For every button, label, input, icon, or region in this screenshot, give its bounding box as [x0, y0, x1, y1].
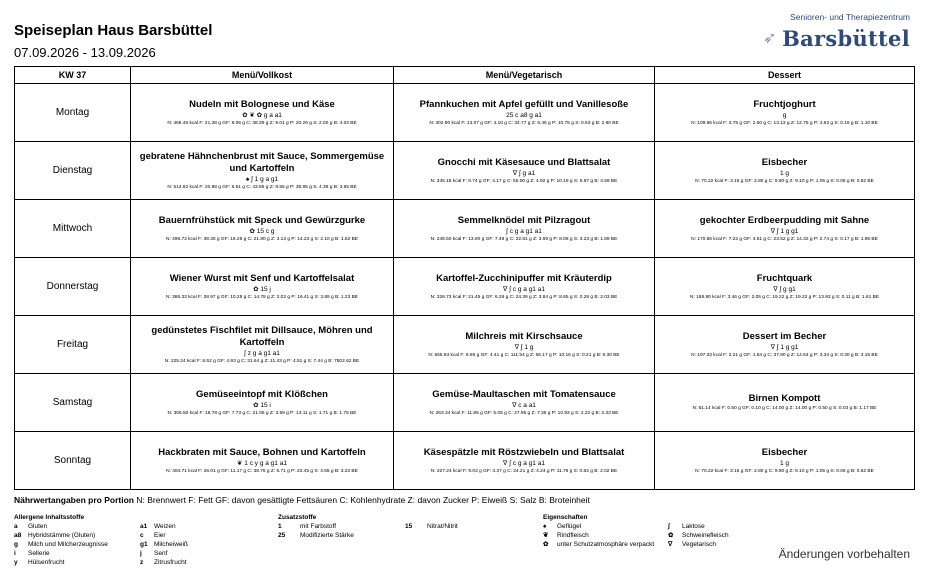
menu-cell-dessert [655, 374, 915, 432]
dish-codes: 25 c a8 g a1 [506, 111, 542, 119]
legend-label: Modifizierte Stärke [300, 532, 354, 539]
column-header-vollkost: Menü/Vollkost [131, 67, 394, 84]
legend-code: g1 [140, 541, 148, 548]
dish-codes: ∇ ∫ g a1 [512, 169, 536, 177]
dish-name: Nudeln mit Bolognese und Käse [189, 98, 335, 110]
additives-title: Zusatzstoffe [278, 514, 317, 521]
menu-cell-vollkost [131, 316, 394, 374]
legend-code: i [14, 550, 16, 557]
nutrition-values: N: 197.33 kcal F: 3.21 g GF: 1.84 g C: 37.80 g Z: 14.64 g P: 3.34 g S: 0.30 g B: 3.15 BE [691, 352, 878, 358]
legend-code: c [140, 532, 144, 539]
day-cell: Mittwoch [15, 200, 131, 258]
nutrition-values: N: 496.73 kcal F: 39.30 g GF: 16.25 g C: 21.80 g Z: 3.13 g P: 14.23 g S: 2.10 g B: 1.82 BE [166, 236, 358, 242]
dish-codes: ❦ 1 c y g a g1 a1 [237, 459, 287, 467]
dish-name: gedünstetes Fischfilet mit Dillsauce, Möhren und Kartoffeln [151, 324, 373, 348]
dish-codes: ✿ 15 j [253, 285, 271, 293]
nutrition-text: N: Brennwert F: Fett GF: davon gesättigte Fettsäuren C: Kohlenhydrate Z: davon Zucker P: Eiweiß S: Salz B: Broteinheit [136, 495, 590, 505]
menu-cell-vegetarisch [394, 84, 655, 142]
dish-codes: g [782, 111, 787, 119]
nutrition-values: N: 61.14 kcal F: 0.50 g GF: 0.10 g C: 14.00 g Z: 14.00 g P: 0.50 g S: 0.03 g B: 1.17 BE [692, 406, 877, 411]
nutrition-values: N: 168.80 kcal F: 3.46 g GF: 2.05 g C: 19.22 g Z: 19.22 g P: 13.93 g S: 0.11 g B: 1.61 BE [690, 294, 879, 300]
legend-label: unter Schutzatmosphäre verpackt [557, 541, 655, 548]
properties-legend [543, 513, 654, 549]
legend-item [543, 531, 654, 540]
allergens-title: Allergene Inhaltsstoffe [14, 514, 85, 521]
logo [765, 12, 910, 56]
dish-codes: ✿ 15 c g [249, 227, 275, 235]
properties-legend-col2 [668, 522, 729, 549]
legend-item [14, 549, 108, 558]
bird-icon: ➶ [763, 30, 777, 47]
menu-cell-vegetarisch [394, 200, 655, 258]
legend-label: Gluten [28, 523, 48, 530]
table-row [15, 200, 915, 258]
nutrition-legend [14, 495, 590, 505]
dish-codes: ∫ c g a g1 a1 [506, 227, 542, 235]
legend-item [405, 522, 458, 531]
legend-item [140, 540, 188, 549]
legend-item [278, 522, 354, 531]
nutrition-label: Nährwertangaben pro Portion [14, 495, 134, 505]
column-header-dessert: Dessert [655, 67, 915, 84]
menu-cell-vegetarisch [394, 374, 655, 432]
table-row [15, 84, 915, 142]
legend-label: Schweinefleisch [682, 532, 729, 539]
nutrition-values: N: 386.33 kcal F: 28.97 g GF: 10.28 g C: 14.78 g Z: 2.02 g P: 16.41 g S: 3.89 g B: 1.23 BE [166, 294, 358, 300]
legend-item [668, 531, 729, 540]
menu-cell-vegetarisch [394, 258, 655, 316]
menu-cell-dessert [655, 142, 915, 200]
dish-name: Kartoffel-Zucchinipuffer mit Kräuterdip [436, 272, 612, 284]
changes-note: Änderungen vorbehalten [778, 547, 910, 561]
nutrition-values: N: 225.24 kcal F: 8.52 g GF: 4.93 g C: 31.64 g Z: 11.43 g P: 4.51 g S: 7.44 g B: 7502.62 BE [164, 358, 360, 364]
dish-codes: ∇ ∫ g g1 [773, 285, 796, 293]
column-header-week: KW 37 [15, 67, 131, 84]
legend-code: y [14, 559, 18, 566]
dish-codes: ∇ c a a1 [512, 401, 536, 409]
logo-name: Barsbüttel [782, 26, 910, 51]
legend-code: ∫ [668, 523, 670, 530]
legend-item [14, 531, 108, 540]
menu-cell-vollkost [131, 374, 394, 432]
legend-label: Weizen [154, 523, 176, 530]
legend-label: Geflügel [557, 523, 582, 530]
menu-cell-dessert [655, 258, 915, 316]
allergens-legend-col2 [140, 522, 188, 567]
dish-name: Eisbecher [761, 446, 808, 458]
dish-codes: ∫ z g a g1 a1 [244, 349, 280, 357]
nutrition-values: N: 484.71 kcal F: 26.01 g GF: 11.17 g C: 38.76 g Z: 5.71 g P: 23.45 g S: 4.55 g B: 3.23 BE [166, 468, 358, 474]
day-cell: Montag [15, 84, 131, 142]
menu-cell-dessert [655, 316, 915, 374]
nutrition-values: N: 555.93 kcal F: 6.86 g GF: 4.41 g C: 111.54 g Z: 66.17 g P: 10.16 g S: 0.21 g B: 9.30 BE [428, 352, 620, 358]
nutrition-values: N: 109.86 kcal F: 3.75 g GF: 2.50 g C: 13.13 g Z: 12.75 g P: 4.63 g S: 0.16 g B: 1.10 BE [691, 120, 878, 126]
nutrition-values: N: 306.50 kcal F: 18.78 g GF: 7.73 g C: 21.06 g Z: 3.59 g P: 13.11 g S: 1.71 g B: 1.75 BE [167, 410, 357, 416]
nutrition-values: N: 263.34 kcal F: 11.85 g GF: 5.05 g C: 27.95 g Z: 7.35 g P: 10.93 g S: 2.22 g B: 2.33 BE [429, 410, 619, 416]
legend-code: a [14, 523, 18, 530]
legend-item [140, 522, 188, 531]
table-row [15, 374, 915, 432]
legend-label: Hybridstämme (Gluten) [28, 532, 96, 539]
legend-item [278, 531, 354, 540]
menu-cell-vollkost [131, 258, 394, 316]
dish-name: gekochter Erdbeerpudding mit Sahne [699, 214, 870, 226]
legend-code: 15 [405, 523, 413, 530]
legend-label: Sellerie [28, 550, 50, 557]
legend-item [140, 531, 188, 540]
menu-cell-vegetarisch [394, 142, 655, 200]
legend-item [140, 549, 188, 558]
table-row [15, 258, 915, 316]
dish-codes: 1 g [779, 169, 790, 177]
dish-name: Milchreis mit Kirschsauce [465, 330, 583, 342]
column-header-vegetarisch: Menü/Vegetarisch [394, 67, 655, 84]
legend-item [543, 522, 654, 531]
legend-code: 1 [278, 523, 282, 530]
legend-label: Rindfleisch [557, 532, 589, 539]
legend-code: a1 [140, 523, 148, 530]
table-row [15, 432, 915, 490]
dish-codes: 1 g [779, 459, 790, 467]
legend-code: a8 [14, 532, 22, 539]
menu-cell-vollkost [131, 200, 394, 258]
nutrition-values: N: 70.22 kcal F: 3.15 g GF: 2.80 g C: 9.80 g Z: 9.10 g P: 1.05 g S: 0.06 g B: 0.82 BE [695, 178, 874, 184]
nutrition-values: N: 227.24 kcal F: 9.03 g GF: 4.37 g C: 24.21 g Z: 4.24 g P: 11.78 g S: 0.82 g B: 2.02 BE [430, 468, 618, 474]
legend-item [140, 558, 188, 567]
legend-code: ✿ [668, 532, 674, 539]
day-cell: Dienstag [15, 142, 131, 200]
legend-code: ❦ [543, 532, 549, 539]
dish-name: Fruchtjoghurt [753, 98, 816, 110]
dish-codes: ∇ ∫ 1 g g1 [770, 343, 799, 351]
legend-label: Senf [154, 550, 168, 557]
menu-table [14, 66, 915, 490]
dish-name: Wiener Wurst mit Senf und Kartoffelsalat [169, 272, 355, 284]
properties-title: Eigenschaften [543, 514, 588, 521]
legend-label: Zitrusfrucht [154, 559, 187, 566]
legend-item [668, 540, 729, 549]
nutrition-values: N: 514.92 kcal F: 20.88 g GF: 6.61 g C: 43.85 g Z: 8.55 g P: 36.95 g S: 4.38 g B: 3.65 BE [167, 184, 357, 190]
dish-name: Dessert im Becher [742, 330, 827, 342]
legend-item [543, 540, 654, 549]
legend-label: Milcheiweiß [154, 541, 188, 548]
dish-codes: ∇ ∫ c g a g1 a1 [503, 459, 545, 467]
legend-code: z [140, 559, 144, 566]
additives-legend [278, 513, 354, 540]
legend-item [668, 522, 729, 531]
dish-name: Semmelknödel mit Pilzragout [457, 214, 591, 226]
dish-name: Pfannkuchen mit Apfel gefüllt und Vanillesoße [419, 98, 629, 110]
nutrition-values: N: 345.18 kcal F: 8.74 g GF: 4.17 g C: 55.00 g Z: 4.92 g P: 10.19 g S: 5.87 g B: 4.59 BE [430, 178, 618, 184]
menu-cell-vegetarisch [394, 432, 655, 490]
nutrition-values: N: 248.50 kcal F: 13.90 g GF: 7.49 g C: 22.81 g Z: 3.69 g P: 8.08 g S: 3.23 g B: 1.89 BE [430, 236, 618, 242]
nutrition-values: N: 326.73 kcal F: 21.45 g GF: 6.26 g C: 24.39 g Z: 3.84 g P: 8.65 g S: 0.28 g B: 2.03 BE [430, 294, 618, 300]
nutrition-values: N: 170.86 kcal F: 7.22 g GF: 4.51 g C: 23.52 g Z: 14.32 g P: 2.74 g S: 0.17 g B: 1.96 BE [691, 236, 878, 242]
legend-item [14, 540, 108, 549]
legend-code: ∇ [668, 541, 673, 548]
nutrition-values: N: 70.22 kcal F: 3.15 g GF: 2.80 g C: 9.80 g Z: 9.10 g P: 1.05 g S: 0.06 g B: 0.82 BE [695, 468, 874, 474]
legend-label: Hülsenfrucht [28, 559, 65, 566]
table-row [15, 316, 915, 374]
dish-name: Hackbraten mit Sauce, Bohnen und Kartoffeln [158, 446, 366, 458]
day-cell: Samstag [15, 374, 131, 432]
dish-codes: ∇ ∫ c g a g1 a1 [503, 285, 545, 293]
additives-legend-col2 [405, 522, 458, 531]
logo-subtitle: Senioren- und Therapiezentrum [790, 12, 910, 22]
dish-codes: ♠ ∫ 1 g a g1 [245, 175, 279, 183]
day-cell: Donnerstag [15, 258, 131, 316]
dish-name: Fruchtquark [756, 272, 813, 284]
legend-label: Vegetarisch [682, 541, 716, 548]
dish-name: Eisbecher [761, 156, 808, 168]
menu-cell-vollkost [131, 432, 394, 490]
table-header-row [15, 67, 915, 84]
legend-item [14, 522, 108, 531]
menu-cell-vollkost [131, 142, 394, 200]
dish-name: Bauernfrühstück mit Speck und Gewürzgurke [158, 214, 366, 226]
legend-code: 25 [278, 532, 286, 539]
date-range: 07.09.2026 - 13.09.2026 [14, 45, 156, 60]
allergens-legend [14, 513, 108, 567]
dish-name: Käsespätzle mit Röstzwiebeln und Blattsalat [423, 446, 625, 458]
dish-name: gebratene Hähnchenbrust mit Sauce, Sommergemüse und Kartoffeln [139, 150, 385, 174]
dish-codes: ∇ ∫ 1 g g1 [770, 227, 799, 235]
menu-cell-vegetarisch [394, 316, 655, 374]
legend-code: g [14, 541, 18, 548]
legend-label: Laktose [682, 523, 705, 530]
legend-item [14, 558, 108, 567]
dish-codes: ✿ 15 i [253, 401, 271, 409]
legend-label: mit Farbstoff [300, 523, 337, 530]
day-cell: Sonntag [15, 432, 131, 490]
page-title: Speiseplan Haus Barsbüttel [14, 22, 213, 39]
menu-cell-vollkost [131, 84, 394, 142]
menu-cell-dessert [655, 84, 915, 142]
legend-label: Nitrat/Nitrit [427, 523, 458, 530]
nutrition-values: N: 468.46 kcal F: 21.38 g GF: 6.06 g C: 48.39 g Z: 9.01 g P: 20.29 g S: 2.00 g B: 4.03 BE [167, 120, 357, 126]
dish-name: Gnocchi mit Käsesauce und Blattsalat [437, 156, 611, 168]
menu-cell-dessert [655, 432, 915, 490]
dish-name: Birnen Kompott [748, 393, 821, 404]
menu-cell-dessert [655, 200, 915, 258]
legend-code: ♠ [543, 523, 547, 530]
legend-code: ✿ [543, 541, 549, 548]
dish-name: Gemüseeintopf mit Klößchen [196, 388, 328, 400]
day-cell: Freitag [15, 316, 131, 374]
table-row [15, 142, 915, 200]
dish-codes: ✿ ❦ ✿ g a a1 [242, 111, 282, 119]
legend-label: Milch und Milcherzeugnisse [28, 541, 108, 548]
dish-codes: ∇ ∫ 1 g [514, 343, 534, 351]
legend-label: Eier [154, 532, 166, 539]
nutrition-values: N: 302.90 kcal F: 13.07 g GF: 4.10 g C: 34.77 g Z: 6.45 g P: 10.75 g S: 0.63 g B: 2.90 BE [429, 120, 619, 126]
legend-code: j [140, 550, 142, 557]
dish-name: Gemüse-Maultaschen mit Tomatensauce [432, 388, 616, 400]
